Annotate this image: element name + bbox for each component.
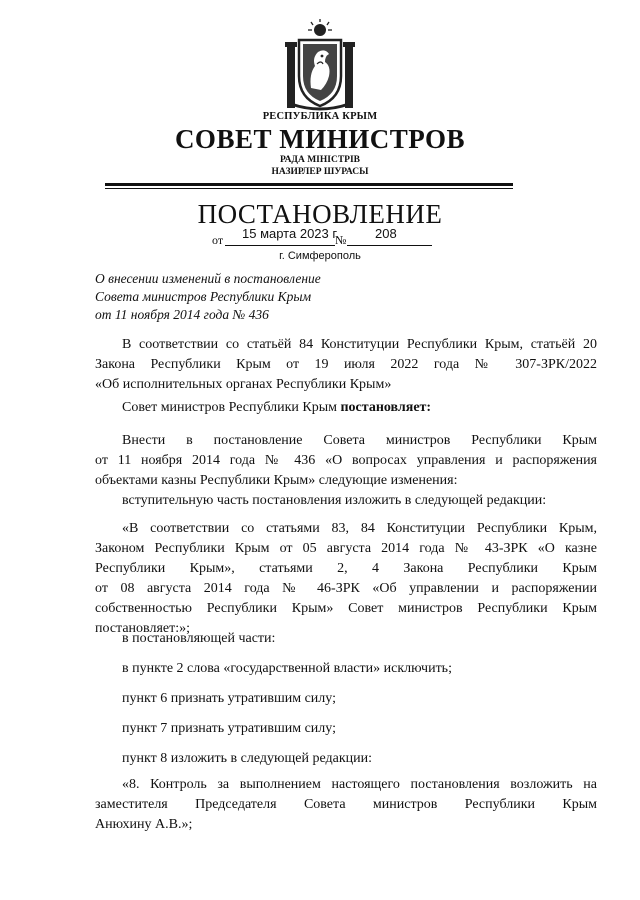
text-line: собственностью Республики Крым» Совет министров Республики Крым	[95, 601, 597, 616]
item-2-paragraph: в пункте 2 слова «государственной власти» исключить;	[122, 661, 452, 676]
header-divider-thick	[105, 183, 513, 186]
council-name: СОВЕТ МИНИСТРОВ	[174, 124, 466, 154]
document-subject	[95, 270, 321, 324]
council-name-crimean-tatar: НАЗИРЛЕР ШУРАСЫ	[271, 167, 369, 177]
quoted-preamble-paragraph	[95, 519, 597, 639]
document-city: г. Симферополь	[279, 250, 361, 262]
text-line: Внести в постановление Совета министров Республики Крым	[122, 433, 597, 448]
document-number: 208	[375, 226, 397, 241]
document-date: 15 марта 2023 г.	[242, 226, 340, 241]
item-7-paragraph: пункт 7 признать утратившим силу;	[122, 721, 336, 736]
text-line: объектами казны Республики Крым» следующие изменения:	[95, 473, 458, 488]
subject-line: О внесении изменений в постановление	[95, 271, 321, 286]
date-prefix: от	[212, 233, 224, 247]
resolves-paragraph	[95, 398, 624, 418]
item-6-paragraph: пункт 6 признать утратившим силу;	[122, 691, 336, 706]
number-underline	[347, 245, 432, 246]
text-line: заместителя Председателя Совета министров Республики Крым	[95, 797, 597, 812]
preamble-paragraph	[95, 335, 597, 395]
item-8-paragraph: пункт 8 изложить в следующей редакции:	[122, 751, 372, 766]
intro-part-paragraph: вступительную часть постановления изложить в следующей редакции:	[122, 493, 547, 508]
text-line: Республики Крым», статьями 2, 4 Закона Республики Крым	[95, 561, 597, 576]
date-underline	[225, 245, 335, 246]
subject-line: Совета министров Республики Крым	[95, 289, 312, 304]
text-line: постановляет:»;	[95, 621, 191, 636]
header-divider-thin	[105, 188, 513, 189]
text-line: Закона Республики Крым от 19 июля 2022 года № 307-ЗРК/2022	[95, 357, 597, 372]
text-line: от 11 ноября 2014 года № 436 «О вопросах управления и распоряжения	[95, 453, 597, 468]
text-line: «8. Контроль за выполнением настоящего постановления возложить на	[122, 777, 597, 792]
text-line: «Об исполнительных органах Республики Крым»	[95, 377, 392, 392]
operative-part-paragraph: в постановляющей части:	[122, 631, 276, 646]
main-paragraph	[95, 431, 597, 491]
council-name-ukrainian: РАДА МІНІСТРІВ	[279, 155, 360, 165]
number-label: №	[335, 233, 347, 247]
text-line: Законом Республики Крым от 05 августа 2014 года № 43-ЗРК «О казне	[95, 541, 597, 556]
subject-line: от 11 ноября 2014 года № 436	[95, 307, 269, 322]
crimea-coat-of-arms-icon	[285, 18, 355, 114]
resolves-keyword: постановляет:	[340, 400, 432, 415]
item-8-text-paragraph	[95, 775, 597, 835]
document-type-title: ПОСТАНОВЛЕНИЕ	[197, 199, 443, 229]
resolves-text: Совет министров Республики Крым	[122, 400, 341, 415]
document-date-number-row	[212, 228, 442, 250]
text-line: В соответствии со статьёй 84 Конституции Республики Крым, статьёй 20	[122, 337, 597, 352]
region-name: РЕСПУБЛИКА КРЫМ	[262, 111, 378, 122]
text-line: от 08 августа 2014 года № 46-ЗРК «Об управлении и распоряжении	[95, 581, 597, 596]
text-line: Анюхину А.В.»;	[95, 817, 193, 832]
text-line: «В соответствии со статьями 83, 84 Конституции Республики Крым,	[122, 521, 597, 536]
